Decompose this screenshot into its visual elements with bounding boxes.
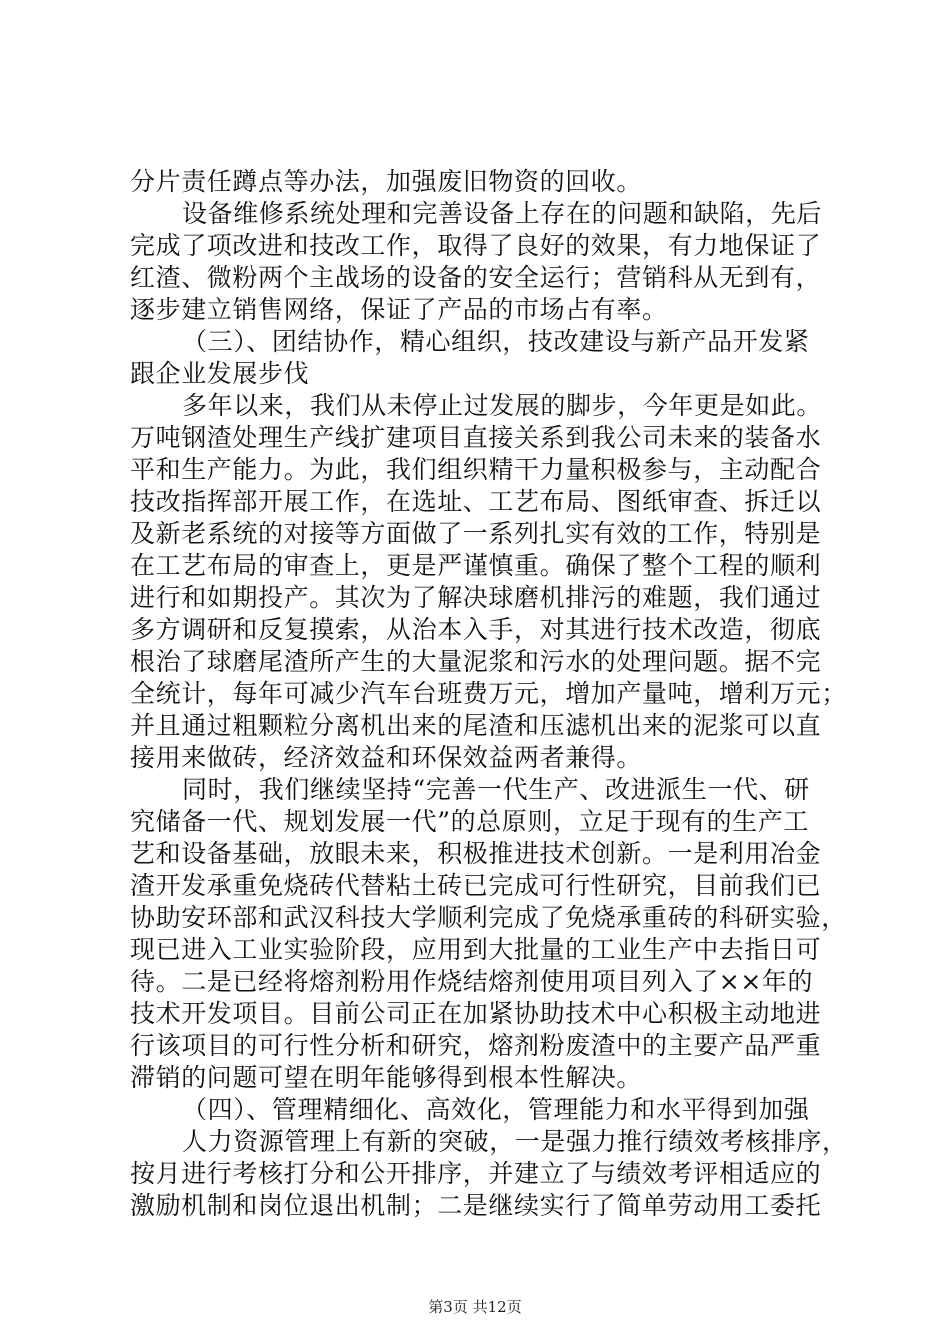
section-heading: （三）、团结协作，精心组织，技改建设与新产品开发紧 — [182, 327, 810, 356]
text-line: 万吨钢渣处理生产线扩建项目直接关系到我公司未来的装备水 — [130, 423, 822, 452]
text-line: 分片责任蹲点等办法，加强废旧物资的回收。 — [130, 167, 643, 196]
text-line: 多年以来，我们从未停止过发展的脚步，今年更是如此。 — [182, 391, 823, 420]
text-line: 渣开发承重免烧砖代替粘土砖已完成可行性研究，目前我们已 — [130, 871, 822, 900]
text-line: 多方调研和反复摸索，从治本入手，对其进行技术改造，彻底 — [130, 615, 822, 644]
text-line: 技改指挥部开展工作，在选址、工艺布局、图纸审查、拆迁以 — [130, 487, 822, 516]
text-line: 完成了项改进和技改工作，取得了良好的效果，有力地保证了 — [130, 231, 822, 260]
text-line: 待。二是已经将熔剂粉用作烧结熔剂使用项目列入了××年的 — [130, 967, 814, 996]
text-line: 激励机制和岗位退出机制；二是继续实行了简单劳动用工委托 — [130, 1191, 822, 1220]
text-line: 同时，我们继续坚持“完善一代生产、改进派生一代、研 — [182, 775, 810, 804]
section-heading-cont: 跟企业发展步伐 — [130, 359, 310, 388]
section-heading: （四）、管理精细化、高效化，管理能力和水平得到加强 — [182, 1095, 810, 1124]
text-line: 红渣、微粉两个主战场的设备的安全运行；营销科从无到有， — [130, 263, 822, 292]
document-body — [130, 166, 848, 1222]
text-line: 滞销的问题可望在明年能够得到根本性解决。 — [130, 1063, 643, 1092]
text-line: 及新老系统的对接等方面做了一系列扎实有效的工作，特别是 — [130, 519, 822, 548]
text-line: 技术开发项目。目前公司正在加紧协助技术中心积极主动地进 — [130, 999, 822, 1028]
page-number-footer: 第3页 共12页 — [428, 1298, 522, 1316]
text-line: 在工艺布局的审查上，更是严谨慎重。确保了整个工程的顺利 — [130, 551, 822, 580]
text-line: 并且通过粗颗粒分离机出来的尾渣和压滤机出来的泥浆可以直 — [130, 711, 822, 740]
text-line: 行该项目的可行性分析和研究，熔剂粉废渣中的主要产品严重 — [130, 1031, 822, 1060]
text-line: 按月进行考核打分和公开排序，并建立了与绩效考评相适应的 — [130, 1159, 822, 1188]
text-line: 艺和设备基础，放眼未来，积极推进技术创新。一是利用冶金 — [130, 839, 822, 868]
text-line: 协助安环部和武汉科技大学顺利完成了免烧承重砖的科研实验， — [130, 903, 847, 932]
text-line: 全统计，每年可减少汽车台班费万元，增加产量吨，增利万元； — [130, 679, 847, 708]
text-line: 逐步建立销售网络，保证了产品的市场占有率。 — [130, 295, 668, 324]
text-line: 人力资源管理上有新的突破，一是强力推行绩效考核排序， — [182, 1127, 848, 1156]
text-line: 设备维修系统处理和完善设备上存在的问题和缺陷，先后 — [182, 199, 823, 228]
text-line: 根治了球磨尾渣所产生的大量泥浆和污水的处理问题。据不完 — [130, 647, 822, 676]
text-line: 进行和如期投产。其次为了解决球磨机排污的难题，我们通过 — [130, 583, 822, 612]
text-line: 平和生产能力。为此，我们组织精干力量积极参与，主动配合 — [130, 455, 822, 484]
text-line: 接用来做砖，经济效益和环保效益两者兼得。 — [130, 743, 643, 772]
text-line: 现已进入工业实验阶段，应用到大批量的工业生产中去指日可 — [130, 935, 822, 964]
text-line: 究储备一代、规划发展一代”的总原则，立足于现有的生产工 — [130, 807, 809, 836]
